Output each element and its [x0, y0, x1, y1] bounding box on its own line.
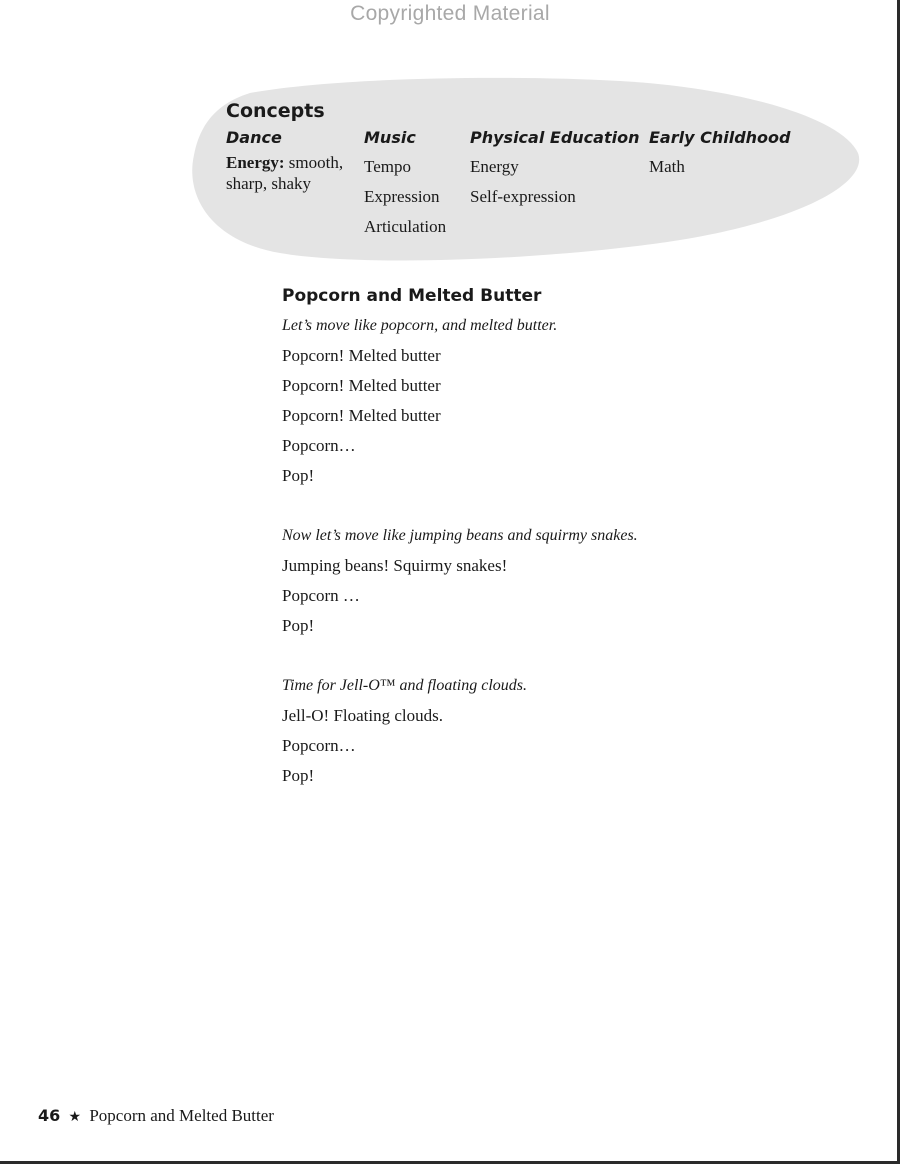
concept-column-physical-education — [470, 128, 639, 212]
dance-term-energy: Energy: — [226, 153, 285, 172]
concepts-columns — [226, 128, 846, 258]
dance-item-line2: sharp, shaky — [226, 174, 311, 193]
stanza-intro: Let’s move like popcorn, and melted butter. — [282, 317, 558, 334]
concepts-panel — [226, 100, 846, 258]
dance-item-energy — [226, 152, 356, 173]
lyric-line: Popcorn… — [282, 736, 356, 755]
lyric-line: Popcorn! Melted butter — [282, 346, 441, 365]
dance-item-line1: smooth, — [288, 153, 344, 172]
song-section — [282, 286, 842, 821]
chapter-title: Popcorn and Melted Butter — [89, 1106, 274, 1125]
star-icon: ★ — [68, 1110, 82, 1125]
column-heading-physical-education: Physical Education — [470, 128, 640, 147]
column-heading-dance: Dance — [226, 128, 282, 147]
music-item: Expression — [364, 187, 440, 206]
stanza-2 — [282, 521, 842, 641]
stanza-intro: Now let’s move like jumping beans and squirmy snakes. — [282, 527, 638, 544]
song-title: Popcorn and Melted Butter — [282, 286, 542, 306]
lyric-line: Jumping beans! Squirmy snakes! — [282, 556, 508, 575]
stanza-1 — [282, 311, 842, 491]
column-heading-early-childhood: Early Childhood — [649, 128, 791, 147]
lyric-line: Pop! — [282, 616, 315, 635]
column-heading-music: Music — [364, 128, 416, 147]
lyric-line: Pop! — [282, 766, 315, 785]
page-number: 46 — [38, 1106, 61, 1125]
lyric-line: Popcorn … — [282, 586, 360, 605]
lyric-line: Pop! — [282, 466, 315, 485]
physical-education-item: Self-expression — [470, 187, 576, 206]
music-item: Articulation — [364, 217, 447, 236]
concept-column-early-childhood — [649, 128, 790, 182]
copyright-watermark: Copyrighted Material — [350, 2, 550, 25]
page-footer — [38, 1106, 274, 1126]
concept-column-dance — [226, 128, 356, 194]
lyric-line: Popcorn! Melted butter — [282, 376, 441, 395]
early-childhood-item: Math — [649, 157, 685, 176]
stanza-3 — [282, 671, 842, 791]
lyric-line: Jell-O! Floating clouds. — [282, 706, 444, 725]
concepts-title: Concepts — [226, 100, 325, 122]
concept-column-music — [364, 128, 446, 242]
music-item: Tempo — [364, 157, 411, 176]
stanza-intro: Time for Jell-O™ and floating clouds. — [282, 677, 527, 694]
lyric-line: Popcorn! Melted butter — [282, 406, 441, 425]
lyric-line: Popcorn… — [282, 436, 356, 455]
physical-education-item: Energy — [470, 157, 519, 176]
